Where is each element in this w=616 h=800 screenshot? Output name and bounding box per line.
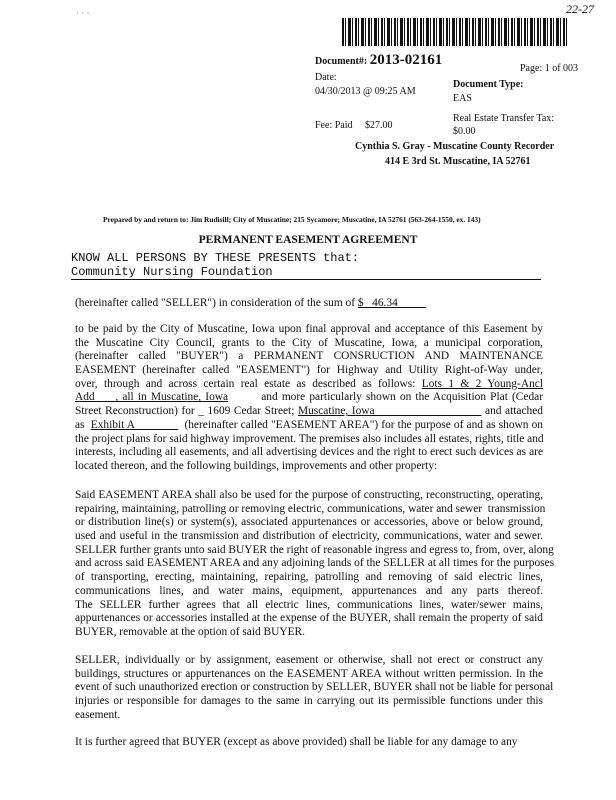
text-segment: located thereon, and the following buildings, improvements and other property:	[75, 459, 438, 472]
text-line	[75, 585, 543, 599]
text-segment: and attached	[481, 405, 543, 418]
text-segment: easement.	[75, 708, 121, 721]
document-title: PERMANENT EASEMENT AGREEMENT	[198, 234, 418, 246]
text-line	[75, 626, 543, 640]
intro-line: KNOW ALL PERSONS BY THESE PRESENTS that:	[71, 251, 360, 265]
text-line	[75, 502, 546, 517]
transfer-tax-value: $0.00	[453, 126, 476, 137]
paragraph-liability	[75, 736, 543, 750]
text-line	[75, 489, 543, 503]
text-segment: interests, including all easements, and all advertising devices and the right to erect such devices as are	[75, 446, 543, 459]
text-segment: the Muscatine City Council, grants to the City of Muscatine, Iowa, a municipal corporation,	[75, 336, 543, 349]
consideration-amount: $ 46.34	[357, 297, 427, 309]
text-segment: It is further agreed that BUYER (except as above provided) shall be liable for any damage to any	[75, 736, 518, 748]
text-line	[75, 681, 554, 695]
text-segment: or distribution line(s) or system(s), associated appurtenances or accessories, above or below ground,	[75, 516, 543, 529]
document-type-label: Document Type:	[453, 79, 524, 90]
consideration-line	[75, 297, 426, 309]
filled-field: Muscatine, Iowa	[297, 405, 482, 418]
text-line	[75, 695, 543, 709]
text-line	[75, 599, 543, 613]
fee-label: Fee: Paid	[315, 120, 353, 131]
text-line	[75, 709, 543, 723]
text-line	[75, 516, 543, 530]
text-segment: The SELLER further agrees that all electric lines, communications lines, water/sewer mains,	[75, 598, 543, 611]
text-line	[75, 446, 543, 460]
document-number-line	[315, 52, 442, 70]
text-line	[75, 654, 543, 668]
paragraph-no-construction	[75, 654, 554, 722]
document-number: 2013-02161	[369, 52, 443, 68]
barcode	[342, 18, 568, 46]
text-line	[75, 736, 543, 750]
text-segment: the project plans for said highway improvement. The premises also includes all estates, rights, title and	[75, 432, 544, 445]
page-count: Page: 1 of 003	[520, 63, 579, 74]
text-segment: (hereinafter called "BUYER") a PERMANENT CONSRUCTION AND MAINTENANCE	[75, 350, 543, 363]
prepared-by: Prepared by and return to: Jim Rudisill; City of Muscatine; 215 Sycamore; Muscatine, IA 52761 (563-264-1550, ex. 143)	[103, 215, 481, 224]
text-segment: Street Reconstruction) for _ 1609 Cedar Street;	[75, 405, 298, 418]
text-line	[75, 405, 543, 419]
text-segment: to be paid by the City of Muscatine, Iowa upon final approval and acceptance of this Easement by	[75, 323, 543, 335]
text-segment: buildings, structures or appurtenances on the EASEMENT AREA without written permission. In the	[75, 667, 543, 680]
filled-field: Add , all in Muscatine, Iowa	[75, 391, 229, 404]
fee-value: $27.00	[365, 120, 393, 131]
text-line	[75, 378, 543, 392]
paragraph-grant	[75, 323, 543, 474]
recorder-address: 414 E 3rd St. Muscatine, IA 52761	[385, 156, 531, 167]
text-segment: event of such unauthorized erection or construction by SELLER, BUYER shall not be liable for personal	[75, 681, 554, 694]
fee-line	[315, 120, 393, 132]
document-number-label: Document#:	[315, 56, 368, 67]
text-line	[75, 323, 543, 337]
grantor-name: Community Nursing Foundation	[71, 266, 541, 280]
text-line	[75, 668, 543, 682]
text-segment: Said EASEMENT AREA shall also be used for the purpose of constructing, reconstructing, operating,	[75, 489, 543, 501]
document-type-value: EAS	[453, 93, 472, 104]
recorder-name: Cynthia S. Gray - Muscatine County Recorder	[355, 141, 555, 152]
handwritten-note: 22-27	[566, 2, 594, 16]
paragraph-easement-use	[75, 489, 555, 640]
text-line	[75, 571, 543, 585]
text-segment: over, through and across certain real estate as described as follows:	[75, 377, 422, 390]
filled-field: Exhibit A	[90, 418, 179, 431]
text-segment: SELLER, individually or by assignment, easement or otherwise, shall not erect or construct any	[75, 654, 543, 666]
text-line	[75, 530, 543, 544]
text-segment: used and useful in the transmission and distribution of electricity, communications, water and sewer.	[75, 530, 543, 543]
text-line	[75, 364, 543, 378]
text-line	[75, 350, 543, 364]
text-line	[75, 612, 543, 626]
text-segment: appurtenances or accessories installed at the expense of the BUYER, shall remain the property of said	[75, 612, 543, 625]
date-value: 04/30/2013 @ 09:25 AM	[315, 86, 416, 97]
text-segment: (hereinafter called "EASEMENT AREA") for the purpose of and as shown on	[178, 418, 543, 431]
text-segment: communications lines, and water mains, equipment, appurtenances and any parts thereof.	[75, 584, 543, 597]
consideration-text: (hereinafter called "SELLER") in consideration of the sum of	[75, 297, 358, 309]
text-line	[75, 543, 554, 558]
scan-marks: · · ·	[76, 8, 90, 18]
text-segment: EASEMENT (hereinafter called "EASEMENT") for Highway and Utility Right-of-Way under,	[75, 364, 543, 377]
text-line	[75, 337, 543, 351]
text-segment: as	[75, 418, 91, 431]
text-line	[75, 460, 543, 474]
text-segment: injuries or responsible for damages to the same in carrying out its permissible functions under this	[75, 695, 543, 708]
date-label: Date:	[315, 72, 337, 83]
text-segment: repairing, maintaining, patrolling or removing electric, communications, water and sewer transmission	[75, 502, 546, 515]
text-line	[75, 433, 543, 447]
text-segment: of transporting, erecting, maintaining, repairing, patrolling and removing of said electric lines,	[75, 571, 543, 584]
text-line	[75, 391, 543, 405]
transfer-tax-label: Real Estate Transfer Tax:	[453, 113, 555, 124]
text-line	[75, 419, 543, 433]
filled-field: Lots 1 & 2 Young-Ancl	[421, 377, 543, 390]
text-segment: BUYER, removable at the option of said BUYER.	[75, 625, 305, 638]
text-segment: SELLER further grants unto said BUYER the right of reasonable ingress and egress to, from, over, along	[75, 543, 554, 556]
text-segment: and across said EASEMENT AREA and any adjoining lands of the SELLER at all times for the purposes	[75, 557, 555, 570]
text-segment: and more particularly shown on the Acquisition Plat (Cedar	[228, 391, 544, 404]
text-line	[75, 557, 555, 571]
